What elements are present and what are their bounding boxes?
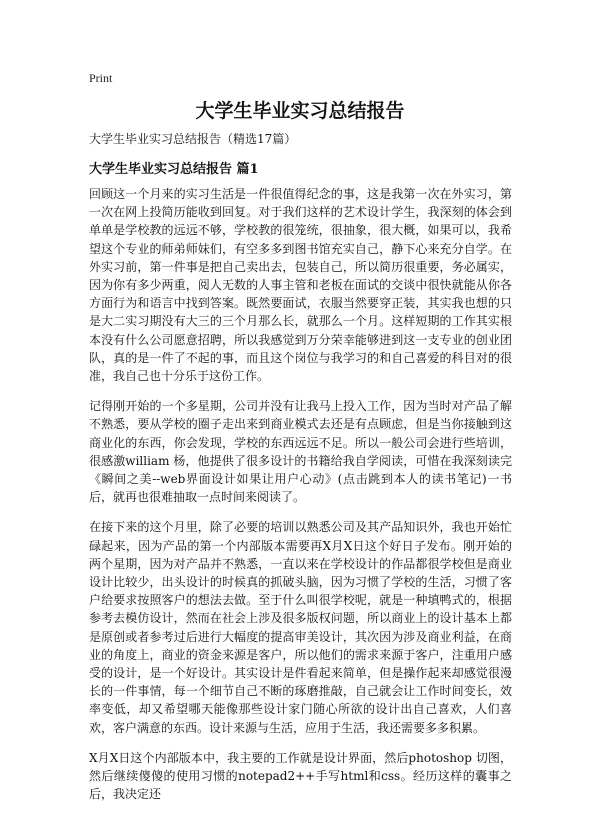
paragraph: 记得刚开始的一个多星期，公司并没有让我马上投入工作，因为当时对产品了解不熟悉，要从学校的圈子走出来到商业模式去还是有点顾虑，但是当你接触到这商业化的东西，你会发现，学校的东西远远不足。所以一般公司会进行些培训，很感激william 杨，他提供了很多设计的书籍给我自学阅读，可惜在我深刻读完《瞬间之美--web界面设计如果让用户心动》(点击跳到本人的读书笔记)一书后，就再也很难抽取一点时间来阅读了。	[89, 399, 512, 505]
section-heading: 大学生毕业实习总结报告 篇1	[89, 162, 259, 177]
paragraph: X月X日这个内部版本中，我主要的工作就是设计界面，然后photoshop 切图，然后继续傻傻的使用习惯的notepad2++手写html和css。经历这样的囊事之后，我决定还	[89, 750, 512, 802]
paragraph: 在接下来的这个月里，除了必要的培训以熟悉公司及其产品知识外，我也开始忙碌起来，因为产品的第一个内部版本需要再X月X日这个好日子发布。刚开始的两个星期，因为对产品并不熟悉，一直以来在学校设计的作品都很学校但是商业设计比较少，出头设计的时候真的抓破头脑，因为习惯了学校的生活，习惯了客户给要求按照客户的想法去做。至于什么叫很学校呢，就是一种填鸭式的，根据参考去模仿设计，然而在社会上涉及很多版权问题，所以商业上的设计基本上都是原创或者参考过后进行大幅度的提高审美设计，其次因为涉及商业利益，在商业的角度上，商业的资金来源是客户，所以他们的需求来源于客户，注重用户感受的设计，是一个好设计。其实设计是件看起来简单，但是操作起来却感觉很漫长的一件事情，每一个细节自己不断的琢磨推敲，自己就会让工作时间变长，效率变低，却又希望哪天能像那些设计家门随心所欲的设计出自己喜欢，人们喜欢，客户满意的东西。设计来源与生活，应用于生活，我还需要多多积累。	[89, 520, 512, 735]
print-link[interactable]: Print	[89, 71, 113, 85]
paragraph: 回顾这一个月来的实习生活是一件很值得纪念的事，这是我第一次在外实习，第一次在网上投简历能收到回复。对于我们这样的艺术设计学生，我深刻的体会到单单是学校教的远远不够，学校教的很笼统，很抽象，很大概，如果可以，我希望这个专业的师弟师妹们，有空多多到图书馆充实自己，静下心来充分自学。在外实习前，第一件事是把自己卖出去，包装自己，所以简历很重要，务必属实，因为你有多少两重，阅人无数的人事主管和老板在面试的交谈中很快就能从你各方面行为和语言中找到答案。既然要面试，衣服当然要穿正装，其实我也想的只是大二实习期没有大三的三个月那么长，就那么一个月。这样短期的工作其实根本没有什么公司愿意招聘，所以我感觉到万分荣幸能够进到这一支专业的创业团队，真的是一件了不起的事，而且这个岗位与我学习的和自己喜爱的科目对的很准，我自己也十分乐于这份工作。	[89, 187, 512, 384]
document-title: 大学生毕业实习总结报告	[195, 100, 405, 122]
document-subtitle: 大学生毕业实习总结报告（精选17篇）	[89, 132, 297, 146]
article-body	[89, 185, 512, 816]
